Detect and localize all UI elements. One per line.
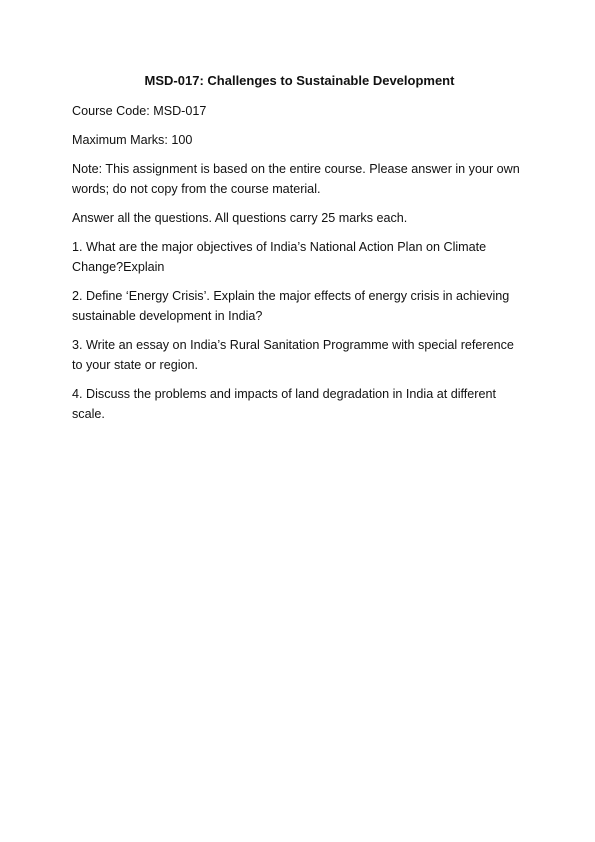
question-3: 3. Write an essay on India’s Rural Sanitation Programme with special reference to your state or region. xyxy=(72,338,514,372)
assignment-note: Note: This assignment is based on the entire course. Please answer in your own words; do not copy from the course material. xyxy=(72,162,520,196)
instructions: Answer all the questions. All questions carry 25 marks each. xyxy=(72,211,408,225)
document-body xyxy=(72,72,527,433)
document-title: MSD-017: Challenges to Sustainable Development xyxy=(144,73,455,88)
question-4: 4. Discuss the problems and impacts of land degradation in India at different scale. xyxy=(72,387,497,421)
question-1: 1. What are the major objectives of India’s National Action Plan on Climate Change?Explain xyxy=(72,240,487,274)
question-2: 2. Define ‘Energy Crisis’. Explain the major effects of energy crisis in achieving sustainable development in India? xyxy=(72,289,510,323)
course-code: Course Code: MSD-017 xyxy=(72,104,207,118)
maximum-marks: Maximum Marks: 100 xyxy=(72,133,193,147)
